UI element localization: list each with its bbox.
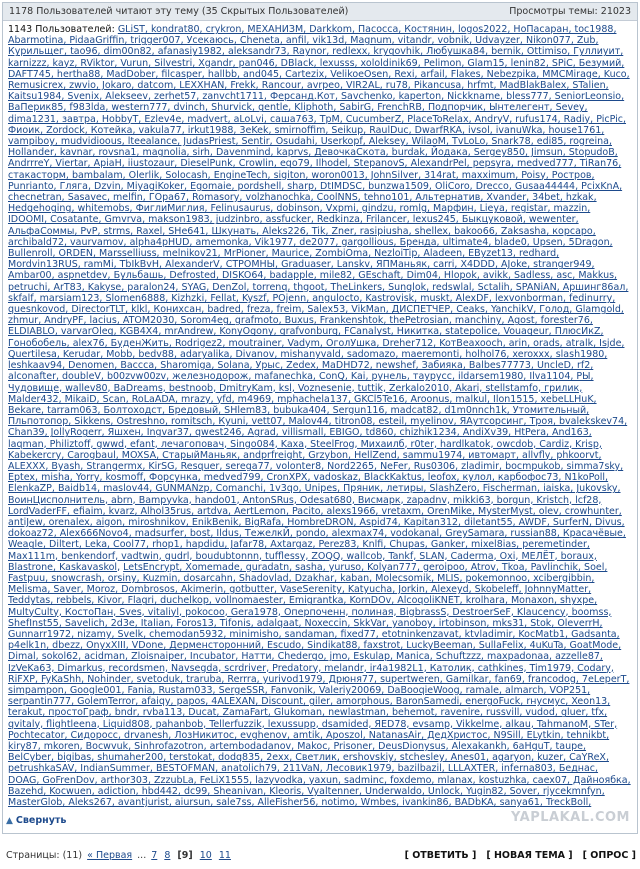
collapse-label: Свернуть: [15, 815, 67, 826]
user-links-block-b[interactable]: LetsEncrypt, Xomemade, guradatn, sasha, yuruso, Kolyan777, geroipoo, Atrov, Tkoa, Pavlinchik, Soel, Fastpuu, snowcrash, orsiny, Kuzmin, dosarcahn, Shadovlad, Dzakhar, kaban, Molecsomik, MLIS, pokemonnoo, xcibergibbin, Melisma, Saver, Moroz, Dombrosos, Akimerin, gotbutter, VaseSerenity, Katyucha, Jorkin, Alexeyd, Skobeleff, JohnnyMatter, Teddytas, rebbels, Kivor, Flagri, duchelkop, vollnomaester, Emigrantka, KornDOv, AlcoqoliKNET, krolhara, Monaxon, shyxpe, MultyCulty, КостоПан, Sves, vitaliyl, pokocoo, Gera1978, Оперпоченн, полиная, BigbrassS, DestroerSeF, Klaucency, boomss, ShefInst55, Savelich, 2d3e, Italian, Foros13, Tifonis, adalqaat, Noxeccin, SkkVar, yanoboy, irtobinson, mks31, Stok, OleverrH, Gunnarr1972, nizamy, Svelk, chemodan5932, minimisho, sandaman, fixed77, etotninkenzavat, ktvladimir, KocMatb1, Gadsanta, p4elk1n, dbezz, OnyxXIII, VDone, Дерменсторонний, Escudo, Sindikat88, faxstrot, LuckyBeeman, SullaFelix, 4uKuTa, GoatMode, Dimal, sokol62, acidman, Zloisnaiper, Incubator, Натти, Chedergo, jmo, Eskulap, Manica, Schuftzzz, maxpadonaa, azzelle87, IzVeKa63, Dimarkus, recordsmen, Navsegda, scrdriver, Predatory, melandr, ir4a1982L1, Католик, cathkines, Tim1979, Codary, RiFXP, FyKaShh, Nohinder, svetoduk, traruba, Rerrra, yurivod1979, Дрюня77, supertweren, Gamilkar, fan69, francodog, 7eLeperT, simpampon, Google001, Fania, Rustam033, SergeSSR, Fanvonik, Valeriy20069, DaBooqieWoog, ramale, almarch, VOP251, serpantin777, GolemTerror, afaiqy, papos, 4ALEXAN, Discount, giler, amorphous, BaronSamedi, energoFuck, rнусмус, Xeon13, terakut, простоГраф, bndr, rvba113, Ducat, ZamaFart, Glukoman, newlastman, behemot, ravenire, russvill, vudod, gluer, tfx, qvitaly, flightleena, Liquid808, pahanbob, Tellerfuzzik, lexussupp, dsamided, ЯЕD78, evsamp, Vikkelme, alkau, TahmanoM, STer, Pochtecator, Сидоросс, drvanesh, ЛозНикитос, evghenov, amtik, Aposzol, NatanasAir, ДедХристос, N9Sill, ELytkin, tehnikbt, kiry87, mkoren, Bocwvuk, Sinhrofazotron, artembodadanov, Makoc, Prisoner, DeusDionysus, Alexakankh, 6aHguT, taupe, BelCyber, bigibas, shumaher200, terstokat, dodq835, 2exx, Светлик, ershovskiy, stchesley, Anes01, agaryon, kuzer, CaYReX, petrushkaSAV, IndianSummer, BESTOFMAN, anatolich79, 211VaN, Лесовик1979, bazilbazil, LLLAXTER, inferna803, Беднас, DOAG, GoFrenDov, arthor303, ZzzubLa, FeLiX1555, lazyvodka, yaxun, sadminc, foxdemo, mlanax, kostuzhka, caex07, Дайноябка, Bazehd, Kocwuen, adiction, hbd442, dc99, Sheanivan, Kleoris, Vyaltenner, Underwaldo, Unlock, Yugin82, Sover, rjycekmnfyn, MasterGlob, Aleks267, avantjurist, aiursun, sale7ss, AlleFisher56, notimo, Wmbes, ivankin86, BADbKA, sanya61, TreckBoll,: [8, 561, 631, 807]
reply-button[interactable]: [ ОТВЕТИТЬ ]: [404, 850, 477, 861]
page-link-7[interactable]: 7: [151, 850, 158, 861]
pages-label: Страницы: (11): [6, 850, 83, 861]
user-links-block-a[interactable]: GLiST, kondrat80, crykron, МЕХАНИЗМ, Darkkom, Пасосса, Костянин, logos2022, НоПасаран, toc1988, Abarmotina, PidaaGriffin, trigger007, Усекаюсь, Cheneta, anfil, vik13d, Magnum, vitandr, vobnik, Udvayzer, Nikon077, Zub, Курильщег, tao96, dim00n82, afanasiy1982, aleksandr73, Raynor, redlexx, krygovhik, Любушка84, bernik, Ottimiso, Гуллиуит, karnizzz, kayz, RViktor, Vurun, Silvestri, Xgandr, pan046, DBlack, lexusss, xololdinik69, Pelimon, Glam15, lenin82, SPiC, Безумий, DAFT745, hertha88, MadDober, filcasper, hallbb, and045, Cartezix, VelikoeOsen, Rexi, arfail, Flakes, Nebezpika, MMCMirage, Kuco, Remusicrex, zwvio, Jokaro, datcom, LEXXHAN, Frekk, Rancour, avrpeo, VIR2AL, ru78, Pikancusa, hrfmt, MadBlakBalex, STalien, Kaitsu1984, Svenix, Alekseev, zerhet57, zanvcht1711, Ферсанд.Кот, Savchenko, kaperton, Nickkname, bless777, SeniorLeonsio, ВаПерик85, f983lda, western777, dvinch, Shurvick, gentle, Kliphoth, SabirG, FrenchRB, Подпорчик, Ынтелегент, Sevey, dima1231, завтра, HobbyT, Ezlev4e, madvert, aLoLvi, саша763, ТрМ, CucumberZ, PlaceToRelax, AndryV, rufus174, Radiy, PicPic, Фиоик, Zordock, Котейка, vakula77, irkut1988, 3eKek, smirnoffim, Seikup, RaulDuc, DwarfRKA, ivsol, ivanuWka, house1761, vampiboy, mudvidioous, lteealance, JudasPriest, Sentir, Osudahi, Userkopf, Aleksey, WilaoM, TvLoLo, Snark78, edi85, rogreina, Hollander, kavnar, rovsna1, magnolia, sirh, Davenmind, kaprvs, ДевочкаСкота, burdak, Йодака, Sergey850, Jimsun, StopudoB, AndrrreY, Viertar, ApiaH, iiustozaur, DieselPunk, Crowlin, ego79, Ilhodel, StepanovS, AlexandrPel, pepsyra, medved777, TiRan76, стакасторм, bambalam, Olerlik, Solocash, EngineTech, sigiton, woron0013, JohnSilver, 314rat, maxximum, Poisy, Ростров, Punrianto, Гляга, Dzvin, MiyagiKoker, Egomaie, pordshell, sharp, DtIMDSC, bunzwa1509, OliCoro, Drecco, Gusaa44444, PcixKnA, checnetran, Sasavec, melfin, ГОра67, Romasory, volzhanochka, CoolNNS, tehno101, Альтернатив, Xvander, 34bet, hzkak, Hedgehoging, whitemobs, ФиглиМиглия, Felinusaurus, dobinson, Vxpmi, gindzu, romlg, Марфин, Lieya, registar, mazzin, IDOOMI, Cosatante, Gmvrva, makson1983, judzinbro, assfucker, Redkinza, Frilancer, lexus245, Быкцуковой, wewenter, АльфаСоммы, PvP, strms, Raxel, SHe641, Шкунать, Aleks226, Tik, Zner, rasipiusha, shellex, bakoo66, Zaksasha, корсаро, archibald72, vaurvamov, alpha4pHUD, amemonka, Vik1977, de2077, gargollious, Бренда, ultimate4, blade0, Upsen, 5Dragon, Bullenroll, ORDEN, Marsselliuss, melnikov21, MrPioner, Maurice, ZombiOma, NezloiTip, Aladeen, EByzet13, redhard, Mordvin13RUS, ramMi, TbIkBvH, AlexanderV, СТРОМНЫ, Graduaser, Lanskv, ЯПМаньяк, carri, X4DDD, AJoke, stranger949, Ambar00, aspnetdev, Бульбашь, Defrosted, DISKO64, badapple, mile82, GEschaft, Dim04, Hlopok, avikk, Sadless, asc, Makkus, petruchi, ArT83, Kakyse, paralon24, SYAG, DenZol, torrenq, thgoot, TheLinkers, Sunglok, redswlal, Sctalih, SPANiAN, Аршинг86ал, skfalf, marsiam123, Slomen6888, Kizhzki, Fellat, Kyszf, POjenn, angulocto, Kastrovisk, muskt, AlexDF, lexvonborman, fedinurry, quesnkovod, DirectorTLT, klkl, Конихсан, badred, freza, freim, Salex53, VikMan, ДИСПЕТЧЕР, Ceaks, YanchikV, Голод, Glamgold, zhmur, AndryPF, lacius, ATOM2030, Sorom4eg, grafmoto, Buxus, Frankenshtok, thePetrosian, manchiny, Agost, forester76, ELDIABLO, varvarOleg, KGB4X4, mrAndrew, KonyOgony, grafvonburg, FCanalyst, Никитка, statepolice, Vouageur, ПлюсИкZ, Гонобобель, alex76, БуденЖить, Rodrigez2, moutrainer, Vadym, ОголУшка, Dreher712, KoтBeaxooch, arin, orads, atralk, Isjde, Quertilesa, Kerudar, Mobb, bedv88, adaryalika, Divanov, mishanyvald, sadomazo, maeremonti, holhol76, xeroxxx, slash1980, leshkaav94, Denomen, Baccca, Sharomiga, Solana, Урыс, Zedex, MaDHD72, newshef, Забияка, Balbes77773, UncleD, rf2, alconafter, doubleV, b00zvw00zv, железнодорож, mafanechka, ConQ, Kai, рунель, таурусс, ildarsem1980, Ilva1104, РЫ, Чудовище, wallev80, BaDreams, bestnoob, DmitryKam, ksl, Voznesenie, tuttik, Zerkalo2010, Akari, stellstamfo, грилик, Malder432, MikaiD, Scan, RoLaADA, mrazy, yfd, m4969, mphachela137, GKCl5Te16, Aroonus, malkul, Ilon1515, xebeLLHuK, Bekare, tarram063, Болтоходст, Бредовый, SHlem83, bubuka404, Sergun116, madcat82, d1m0nnch1k, Утомительный, Пльпотопор, Sikkens, Ostreshno, romitsch, Кyuni, vett07, Malov44, titron08, esteil, myelinov, ЯАутсорсинг, Троя, bvalekskev74, Chan39, JollyRogerr, Яшхен, Ingvar37, qwest246, Agrad, villismall, EBIGO, td860, chizhik1234, AndiXv39, HtPera, And163, laqman, Philiztoff, gwwd, efant, лечагоповач, Singo084, Kaxa, SteelFrog, Михаилб, r0ter, hardlkatok, owcdob, Cardiz, Krisp, Kabekercry, Carogbaul, MOXSA, СтарыйМаньяк, andprfreight, Grzybon, HellZend, sammu1974, ивтомарт, allvfly, phkoorvt, ALEXXX, Byash, Strangermx, KirSG, Resquer, serega77, volonter8, Nord2265, NeFer, Rus0306, zladimir, bocmpukob, simma7sky, Eptex, misha, Yorry, kosmoff, Форсунка, medved799, CronXPX, vadoskaz, BlackKaktus, leofox, кулол, карбофос73, N1koPoll, ElenkaZP, Baidb14, maslov44, GUNMANzp, Comanchi, 1v3qo, Unipes, Пряник, летиры, SlashZero, Fischerman, iaiska, Jukovsky, ВоинЦисполнитель, abrn, Bampyvka, hando01, AntonSRus, Odesat680, Висмарк, zapadnv, mikki63, borgun, Kristch, lcf28, LordVaderFF, efiaim, kvarz, Alhol35rus, artdva, AertLemon, Pacito, alexs1966, vretaxm, OrenMike, MysterMyst, olev, crowhunter, antiJew, orenalex, aigon, miroshnikov, EnikBenik, BigRafa, HombreDRON, Aspid74, Kapitan312, diletant55, AWDF, SurferN, Divus, dokoaz72, Alex666Novo4, madsurfer, bost, Ildus, ТежелкЙ, pondo, alexmax74, vodokanal, GreySamara, russian88, Красачёвые, Weagle, Diltert, Leka, Cool77, rhop1, hapdidu, Jafar78, Axtargaz, Perez83, Knlfi, Chupas, Ganker, mixel8ias, peremetinder, Max111m, benkendorf, vadtwin, gudrl, boudubtonnn, tufflessy, ZOQQ, wallcob, Tankf, SLAN, Caderma, Oxi, МЕЛЁТ, boraux, Blastrone, Kaskavaskol: [8, 24, 630, 573]
topic-readers-panel: [2, 2, 638, 834]
page-first-link[interactable]: « Первая: [87, 850, 133, 861]
page-link-11[interactable]: 11: [218, 850, 231, 861]
collapse-arrow-icon: ▲: [6, 815, 13, 826]
pagination: [2, 850, 233, 861]
poll-button[interactable]: [ ОПРОС ]: [582, 850, 636, 861]
new-topic-button[interactable]: [ НОВАЯ ТЕМА ]: [486, 850, 573, 861]
site-watermark: YAPLAKAL.COM: [511, 810, 630, 825]
page-link-8[interactable]: 8: [164, 850, 171, 861]
page-ellipsis: ...: [137, 850, 147, 861]
users-total: 1143 Пользователей:: [8, 24, 118, 35]
page-link-10[interactable]: 10: [199, 850, 212, 861]
readers-header: [3, 3, 637, 21]
pagination-bar: [2, 850, 638, 861]
users-list: 1143 Пользователей: GLiST, kondrat80, crykron, МЕХАНИЗМ, Darkkom, Пасосса, Костянин, logos2022, НоПасаран, toc1988, Abarmotina, PidaaGriffin, trigger007, Усекаюсь, Cheneta, anfil, vik13d, Magnum, vitandr, vobnik, Udvayzer, Nikon077, Zub, Курильщег, tao96, dim00n82, afanasiy1982, aleksandr73, Raynor, redlexx, krygovhik, Любушка84, bernik, Ottimiso, Гуллиуит, karnizzz, kayz, RViktor, Vurun, Silvestri, Xgandr, pan046, DBlack, lexusss, xololdinik69, Pelimon, Glam15, lenin82, SPiC, Безумий, DAFT745, hertha88, MadDober, filcasper, hallbb, and045, Cartezix, VelikoeOsen, Rexi, arfail, Flakes, Nebezpika, MMCMirage, Kuco, Remusicrex, zwvio, Jokaro, datcom, LEXXHAN, Frekk, Rancour, avrpeo, VIR2AL, ru78, Pikancusa, hrfmt, MadBlakBalex, STalien, Kaitsu1984, Svenix, Alekseev, zerhet57, zanvcht1711, Ферсанд.Кот, Savchenko, kaperton, Nickkname, bless777, SeniorLeonsio, ВаПерик85, f983lda, western777, dvinch, Shurvick, gentle, Kliphoth, SabirG, FrenchRB, Подпорчик, Ынтелегент, Sevey, dima1231, завтра, HobbyT, Ezlev4e, madvert, aLoLvi, саша763, ТрМ, CucumberZ, PlaceToRelax, AndryV, rufus174, Radiy, PicPic, Фиоик, Zordock, Котейка, vakula77, irkut1988, 3eKek, smirnoffim, Seikup, RaulDuc, DwarfRKA, ivsol, ivanuWka, house1761, vampiboy, mudvidioous, lteealance, JudasPriest, Sentir, Osudahi, Userkopf, Aleksey, WilaoM, TvLoLo, Snark78, edi85, rogreina, Hollander, kavnar, rovsna1, magnolia, sirh, Davenmind, kaprvs, ДевочкаСкота, burdak, Йодака, Sergey850, Jimsun, StopudoB, AndrrreY, Viertar, ApiaH, iiustozaur, DieselPunk, Crowlin, ego79, Ilhodel, StepanovS, AlexandrPel, pepsyra, medved777, TiRan76, стакасторм, bambalam, Olerlik, Solocash, EngineTech, sigiton, woron0013, JohnSilver, 314rat, maxximum, Poisy, Ростров, Punrianto, Гляга, Dzvin, MiyagiKoker, Egomaie, pordshell, sharp, DtIMDSC, bunzwa1509, OliCoro, Drecco, Gusaa44444, PcixKnA, checnetran, Sasavec, melfin, ГОра67, Romasory, volzhanochka, CoolNNS, tehno101, Альтернатив, Xvander, 34bet, hzkak, Hedgehoging, whitemobs, ФиглиМиглия, Felinusaurus, dobinson, Vxpmi, gindzu, romlg, Марфин, Lieya, registar, mazzin, IDOOMI, Cosatante, Gmvrva, makson1983, judzinbro, assfucker, Redkinza, Frilancer, lexus245, Быкцуковой, wewenter, АльфаСоммы, PvP, strms, Raxel, SHe641, Шкунать, Aleks226, Tik, Zner, rasipiusha, shellex, bakoo66, Zaksasha, корсаро, archibald72, vaurvamov, alpha4pHUD, amemonka, Vik1977, de2077, gargollious, Бренда, ultimate4, blade0, Upsen, 5Dragon, Bullenroll, ORDEN, Marsselliuss, melnikov21, MrPioner, Maurice, ZombiOma, NezloiTip, Aladeen, EByzet13, redhard, Mordvin13RUS, ramMi, TbIkBvH, AlexanderV, СТРОМНЫ, Graduaser, Lanskv, ЯПМаньяк, carri, X4DDD, AJoke, stranger949, Ambar00, aspnetdev, Бульбашь, Defrosted, DISKO64, badapple, mile82, GEschaft, Dim04, Hlopok, avikk, Sadless, asc, Makkus, petruchi, ArT83, Kakyse, paralon24, SYAG, DenZol, torrenq, thgoot, TheLinkers, Sunglok, redswlal, Sctalih, SPANiAN, Аршинг86ал, skfalf, marsiam123, Slomen6888, Kizhzki, Fellat, Kyszf, POjenn, angulocto, Kastrovisk, muskt, AlexDF, lexvonborman, fedinurry, quesnkovod, DirectorTLT, klkl, Конихсан, badred, freza, freim, Salex53, VikMan, ДИСПЕТЧЕР, Ceaks, YanchikV, Голод, Glamgold, zhmur, AndryPF, lacius, ATOM2030, Sorom4eg, grafmoto, Buxus, Frankenshtok, thePetrosian, manchiny, Agost, forester76, ELDIABLO, varvarOleg, KGB4X4, mrAndrew, KonyOgony, grafvonburg, FCanalyst, Никитка, statepolice, Vouageur, ПлюсИкZ, Гонобобель, alex76, БуденЖить, Rodrigez2, moutrainer, Vadym, ОголУшка, Dreher712, KoтBeaxooch, arin, orads, atralk, Isjde, Quertilesa, Kerudar, Mobb, bedv88, adaryalika, Divanov, mishanyvald, sadomazo, maeremonti, holhol76, xeroxxx, slash1980, leshkaav94, Denomen, Baccca, Sharomiga, Solana, Урыс, Zedex, MaDHD72, newshef, Забияка, Balbes77773, UncleD, rf2, alconafter, doubleV, b00zvw00zv, железнодорож, mafanechka, ConQ, Kai, рунель, таурусс, ildarsem1980, Ilva1104, РЫ, Чудовище, wallev80, BaDreams, bestnoob, DmitryKam, ksl, Voznesenie, tuttik, Zerkalo2010, Akari, stellstamfo, грилик, Malder432, MikaiD, Scan, RoLaADA, mrazy, yfd, m4969, mphachela137, GKCl5Te16, Aroonus, malkul, Ilon1515, xebeLLHuK, Bekare, tarram063, Болтоходст, Бредовый, SHlem83, bubuka404, Sergun116, madcat82, d1m0nnch1k, Утомительный, Пльпотопор, Sikkens, Ostreshno, romitsch, Кyuni, vett07, Malov44, titron08, esteil, myelinov, ЯАутсорсинг, Троя, bvalekskev74, Chan39, JollyRogerr, Яшхен, Ingvar37, qwest246, Agrad, villismall, EBIGO, td860, chizhik1234, AndiXv39, HtPera, And163, laqman, Philiztoff, gwwd, efant, лечагоповач, Singo084, Kaxa, SteelFrog, Михаилб, r0ter, hardlkatok, owcdob, Cardiz, Krisp, Kabekercry, Carogbaul, MOXSA, СтарыйМаньяк, andprfreight, Grzybon, HellZend, sammu1974, ивтомарт, allvfly, phkoorvt, ALEXXX, Byash, Strangermx, KirSG, Resquer, serega77, volonter8, Nord2265, NeFer, Rus0306, zladimir, bocmpukob, simma7sky, Eptex, misha, Yorry, kosmoff, Форсунка, medved799, CronXPX, vadoskaz, BlackKaktus, leofox, кулол, карбофос73, N1koPoll, ElenkaZP, Baidb14, maslov44, GUNMANzp, Comanchi, 1v3qo, Unipes, Пряник, летиры, SlashZero, Fischerman, iaiska, Jukovsky, ВоинЦисполнитель, abrn, Bampyvka, hando01, AntonSRus, Odesat680, Висмарк, zapadnv, mikki63, borgun, Kristch, lcf28, LordVaderFF, efiaim, kvarz, Alhol35rus, artdva, AertLemon, Pacito, alexs1966, vretaxm, OrenMike, MysterMyst, olev, crowhunter, antiJew, orenalex, aigon, miroshnikov, EnikBenik, BigRafa, HombreDRON, Aspid74, Kapitan312, diletant55, AWDF, SurferN, Divus, dokoaz72, Alex666Novo4, madsurfer, bost, Ildus, ТежелкЙ, pondo, alexmax74, vodokanal, GreySamara, russian88, Красачёвые, Weagle, Diltert, Leka, Cool77, rhop1, hapdidu, Jafar78, Axtargaz, Perez83, Knlfi, Chupas, Ganker, mixel8ias, peremetinder, Max111m, benkendorf, vadtwin, gudrl, boudubtonnn, tufflessy, ZOQQ, wallcob, Tankf, SLAN, Caderma, Oxi, МЕЛЁТ, boraux, Blastrone, Kaskavaskol, LetsEncrypt, Xomemade, guradatn, sasha, yuruso, Kolyan777, geroipoo, Atrov, Tkoa, Pavlinchik, Soel, Fastpuu, snowcrash, orsiny, Kuzmin, dosarcahn, Shadovlad, Dzakhar, kaban, Molecsomik, MLIS, pokemonnoo, xcibergibbin, Melisma, Saver, Moroz, Dombrosos, Akimerin, gotbutter, VaseSerenity, Katyucha, Jorkin, Alexeyd, Skobeleff, JohnnyMatter, Teddytas, rebbels, Kivor, Flagri, duchelkop, vollnomaester, Emigrantka, KornDOv, AlcoqoliKNET, krolhara, Monaxon, shyxpe, MultyCulty, КостоПан, Sves, vitaliyl, pokocoo, Gera1978, Оперпоченн, полиная, BigbrassS, DestroerSeF, Klaucency, boomss, ShefInst55, Savelich, 2d3e, Italian, Foros13, Tifonis, adalqaat, Noxeccin, SkkVar, yanoboy, irtobinson, mks31, Stok, OleverrH, Gunnarr1972, nizamy, Svelk, chemodan5932, minimisho, sandaman, fixed77, etotninkenzavat, ktvladimir, KocMatb1, Gadsanta, p4elk1n, dbezz, OnyxXIII, VDone, Дерменсторонний, Escudo, Sindikat88, faxstrot, LuckyBeeman, SullaFelix, 4uKuTa, GoatMode, Dimal, sokol62, acidman, Zloisnaiper, Incubator, Натти, Chedergo, jmo, Eskulap, Manica, Schuftzzz, maxpadonaa, azzelle87, IzVeKa63, Dimarkus, recordsmen, Navsegda, scrdriver, Predatory, melandr, ir4a1982L1, Католик, cathkines, Tim1979, Codary, RiFXP, FyKaShh, Nohinder, svetoduk, traruba, Rerrra, yurivod1979, Дрюня77, supertweren, Gamilkar, fan69, francodog, 7eLeperT, simpampon, Google001, Fania, Rustam033, SergeSSR, Fanvonik, Valeriy20069, DaBooqieWoog, ramale, almarch, VOP251, serpantin777, GolemTerror, afaiqy, papos, 4ALEXAN, Discount, giler, amorphous, BaronSamedi, energoFuck, rнусмус, Xeon13, terakut, простоГраф, bndr, rvba113, Ducat, ZamaFart, Glukoman, newlastman, behemot, ravenire, russvill, vudod, gluer, tfx, qvitaly, flightleena, Liquid808, pahanbob, Tellerfuzzik, lexussupp, dsamided, ЯЕD78, evsamp, Vikkelme, alkau, TahmanoM, STer, Pochtecator, Сидоросс, drvanesh, ЛозНикитос, evghenov, amtik, Aposzol, NatanasAir, ДедХристос, N9Sill, ELytkin, tehnikbt, kiry87, mkoren, Bocwvuk, Sinhrofazotron, artembodadanov, Makoc, Prisoner, DeusDionysus, Alexakankh, 6aHguT, taupe, BelCyber, bigibas, shumaher200, terstokat, dodq835, 2exx, Светлик, ershovskiy, stchesley, Anes01, agaryon, kuzer, CaYReX, petrushkaSAV, IndianSummer, BESTOFMAN, anatolich79, 211VaN, Лесовик1979, bazilbazil, LLLAXTER, inferna803, Беднас, DOAG, GoFrenDov, arthor303, ZzzubLa, FeLiX1555, lazyvodka, yaxun, sadminc, foxdemo, mlanax, kostuzhka, caex07, Дайноябка, Bazehd, Kocwuen, adiction, hbd442, dc99, Sheanivan, Kleoris, Vyaltenner, Underwaldo, Unlock, Yugin82, Sover, rjycekmnfyn, MasterGlob, Aleks267, avantjurist, aiursun, sale7ss, AlleFisher56, notimo, Wmbes, ivankin86, BADbKA, sanya61, TreckBoll,: [3, 21, 637, 807]
views-count: Просмотры темы: 21023: [509, 6, 631, 17]
readers-count: 1178 Пользователей читают эту тему (35 Скрытых Пользователей): [9, 6, 349, 17]
page-current-9: [9]: [177, 850, 193, 861]
collapse-button[interactable]: [6, 815, 66, 826]
topic-actions: [405, 850, 638, 861]
